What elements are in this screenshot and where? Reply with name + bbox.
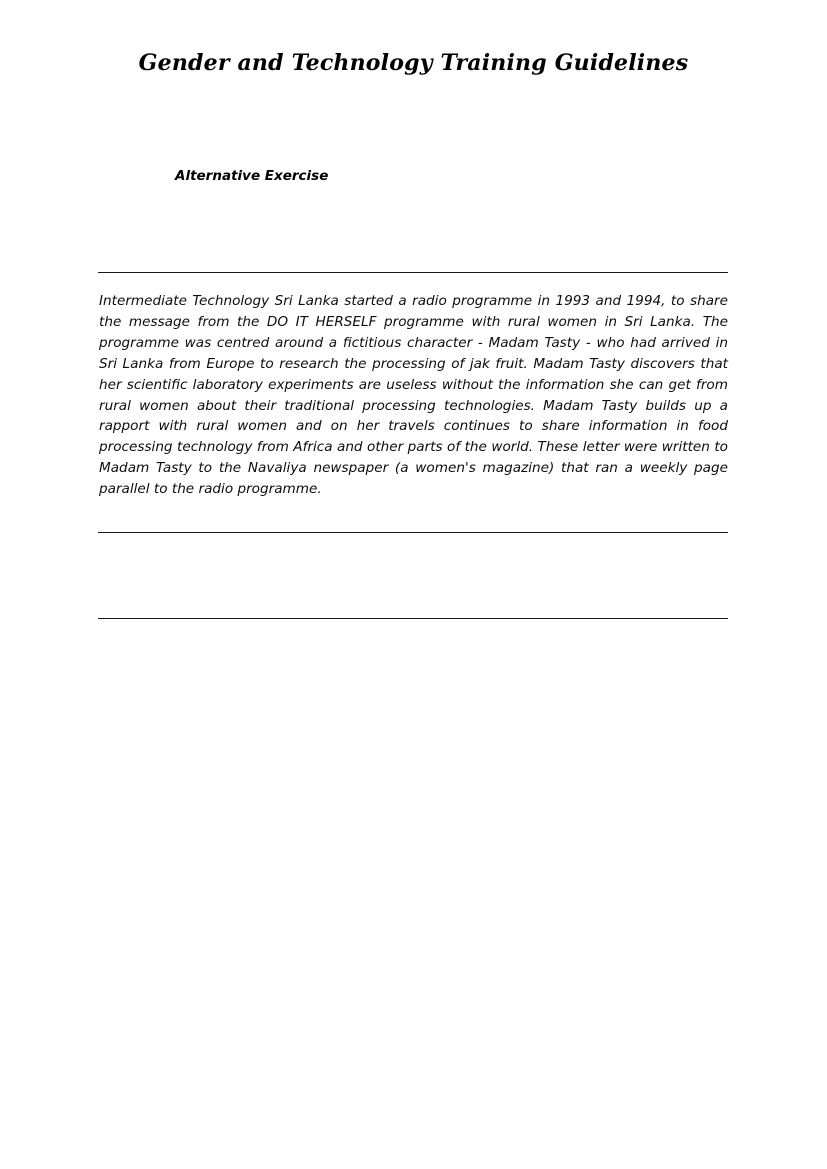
body-paragraph: Intermediate Technology Sri Lanka started a radio programme in 1993 and 1994, to share the message from the DO IT HERSELF programme with rural women in Sri Lanka. The programme was centred around a fictitious character - Madam Tasty - who had arrived in Sri Lanka from Europe to research the processing of jak fruit. Madam Tasty discovers that her scientific laboratory experiments are useless without the information she can get from rural women about their traditional processing technologies. Madam Tasty builds up a rapport with rural women and on her travels continues to share information in food processing technology from Africa and other parts of the world. These letter were written to Madam Tasty to the Navaliya newspaper (a women's magazine) that ran a weekly page parallel to the radio programme. — [99, 293, 728, 498]
divider-middle — [98, 532, 728, 533]
page-title: Gender and Technology Training Guidelines — [138, 50, 689, 76]
divider-top — [98, 272, 728, 273]
section-subheading: Alternative Exercise — [175, 168, 329, 184]
divider-bottom — [98, 618, 728, 619]
